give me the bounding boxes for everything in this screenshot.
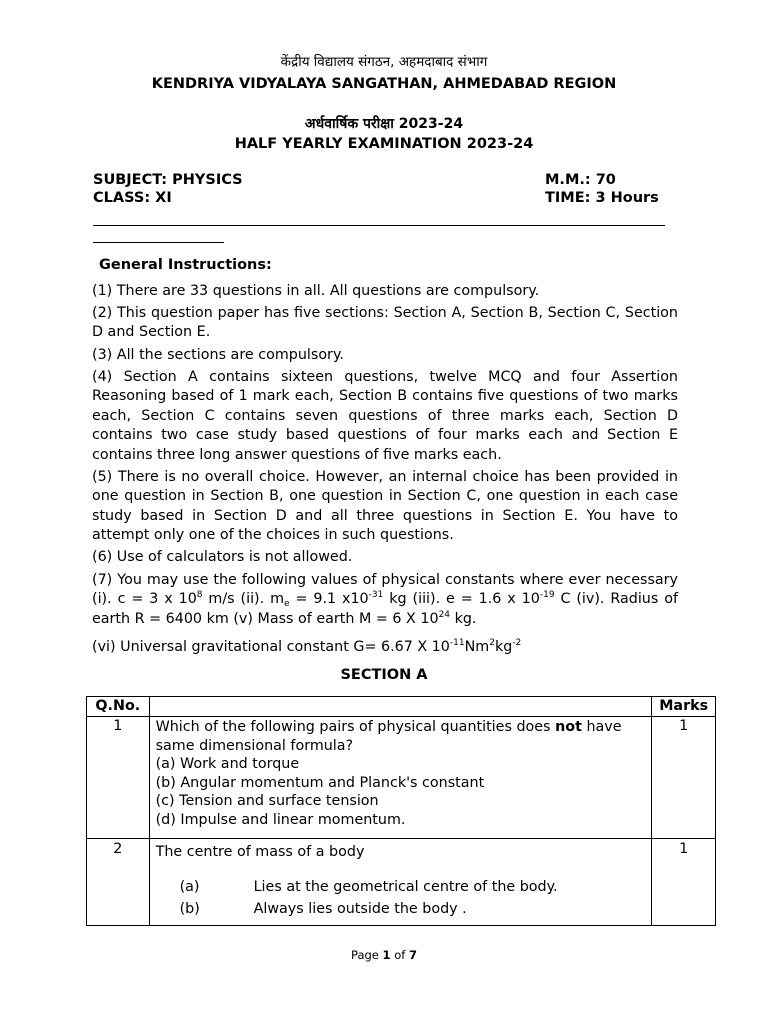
- question-marks: 1: [652, 717, 716, 839]
- option: (d) Impulse and linear momentum.: [155, 811, 406, 828]
- instruction-8-text: kg: [494, 639, 513, 655]
- table-row: [87, 839, 716, 926]
- page-footer: [0, 948, 768, 962]
- instruction-4: (4) Section A contains sixteen questions, twelve MCQ and four Assertion Reasoning based of 1 mark each, Section B contains five questions of two marks each, Section C contains seven questions of three marks each, Section D contains two case study based questions of four marks each and Section E contains three long answer questions of five marks each.: [92, 369, 678, 463]
- option: [156, 898, 652, 921]
- time-label: TIME: 3 Hours: [545, 190, 659, 206]
- superscript: -19: [539, 590, 555, 601]
- option: (c) Tension and surface tension: [155, 793, 379, 809]
- question-marks: 1: [652, 839, 716, 926]
- footer-current-page: 1: [382, 948, 391, 962]
- hindi-org-title: केंद्रीय विद्यालय संगठन, अहमदाबाद संभाग: [280, 54, 488, 70]
- superscript: -11: [449, 638, 465, 648]
- question-table: [86, 696, 716, 926]
- superscript: -31: [368, 590, 384, 601]
- subject-label: SUBJECT: PHYSICS: [93, 172, 243, 188]
- class-label: CLASS: XI: [93, 190, 172, 206]
- option: [156, 876, 652, 899]
- header-divider-line-short: [93, 242, 224, 243]
- instruction-6: (6) Use of calculators is not allowed.: [92, 549, 353, 565]
- question-number: 1: [87, 717, 150, 839]
- qno-header: Q.No.: [87, 697, 150, 717]
- general-instructions-title: General Instructions:: [99, 257, 272, 273]
- question-cell: [149, 717, 652, 839]
- superscript: 2: [489, 638, 495, 648]
- question-stem: The centre of mass of a body: [155, 844, 365, 860]
- hindi-exam-title: अर्धवार्षिक परीक्षा 2023-24: [304, 116, 464, 132]
- instruction-7-text: m/s (ii). m: [202, 591, 285, 608]
- instruction-2: (2) This question paper has five sections: Section A, Section B, Section C, Section D and Section E.: [92, 305, 678, 341]
- question-cell: [149, 839, 652, 926]
- instruction-8-text: (vi) Universal gravitational constant G= 6.67 X 10: [92, 639, 450, 655]
- org-title: KENDRIYA VIDYALAYA SANGATHAN, AHMEDABAD REGION: [151, 76, 617, 92]
- footer-of-word: of: [390, 948, 409, 962]
- superscript: -2: [512, 638, 522, 648]
- table-header-row: [87, 697, 716, 717]
- instruction-7-text: (7) You may use the following values of physical constants where ever necessary (i). c = 3 x 10: [92, 572, 678, 608]
- footer-total-pages: 7: [408, 948, 417, 962]
- question-stem-text: Which of the following pairs of physical quantities does: [155, 719, 556, 735]
- question-stem-text: have same dimensional formula?: [155, 719, 622, 754]
- instruction-7-text: kg (iii). e = 1.6 x 10: [383, 591, 540, 608]
- subscript: e: [284, 599, 290, 610]
- option-text: Lies at the geometrical centre of the body.: [253, 878, 558, 895]
- superscript: 24: [438, 609, 451, 620]
- instruction-8: [92, 638, 678, 657]
- instruction-1: (1) There are 33 questions in all. All questions are compulsory.: [92, 283, 540, 299]
- question-emphasis: not: [555, 719, 582, 735]
- instruction-3: (3) All the sections are compulsory.: [92, 347, 344, 363]
- instruction-7: [92, 571, 678, 629]
- question-stem: [156, 718, 652, 755]
- exam-title: HALF YEARLY EXAMINATION 2023-24: [234, 136, 534, 152]
- question-number: 2: [87, 839, 150, 926]
- option: (b) Angular momentum and Planck's constant: [155, 774, 485, 791]
- option: (a) Work and torque: [155, 756, 300, 772]
- max-marks-label: M.M.: 70: [545, 172, 616, 188]
- footer-page-word: Page: [351, 948, 383, 962]
- instruction-8-text: Nm: [464, 639, 490, 655]
- table-row: [87, 717, 716, 839]
- marks-header: Marks: [652, 697, 716, 717]
- instruction-7-text: C (iv). Radius of earth R = 6400 km (v) Mass of earth M = 6 X 10: [92, 591, 679, 627]
- instruction-5: (5) There is no overall choice. However, an internal choice has been provided in one question in Section B, one question in Section C, one question in each case study based in Section D and all three questions in Section E. You have to attempt only one of the choices in such questions.: [92, 469, 678, 544]
- section-a-title: SECTION A: [340, 667, 428, 683]
- superscript: 8: [196, 590, 203, 601]
- option-label: (a): [179, 878, 200, 895]
- header-divider-line: [93, 225, 665, 226]
- option-text: Always lies outside the body .: [253, 901, 467, 917]
- instruction-7-text: = 9.1 x10: [289, 591, 369, 608]
- option-label: (b): [179, 901, 200, 917]
- question-header: [149, 697, 652, 717]
- instruction-7-text: kg.: [450, 610, 477, 627]
